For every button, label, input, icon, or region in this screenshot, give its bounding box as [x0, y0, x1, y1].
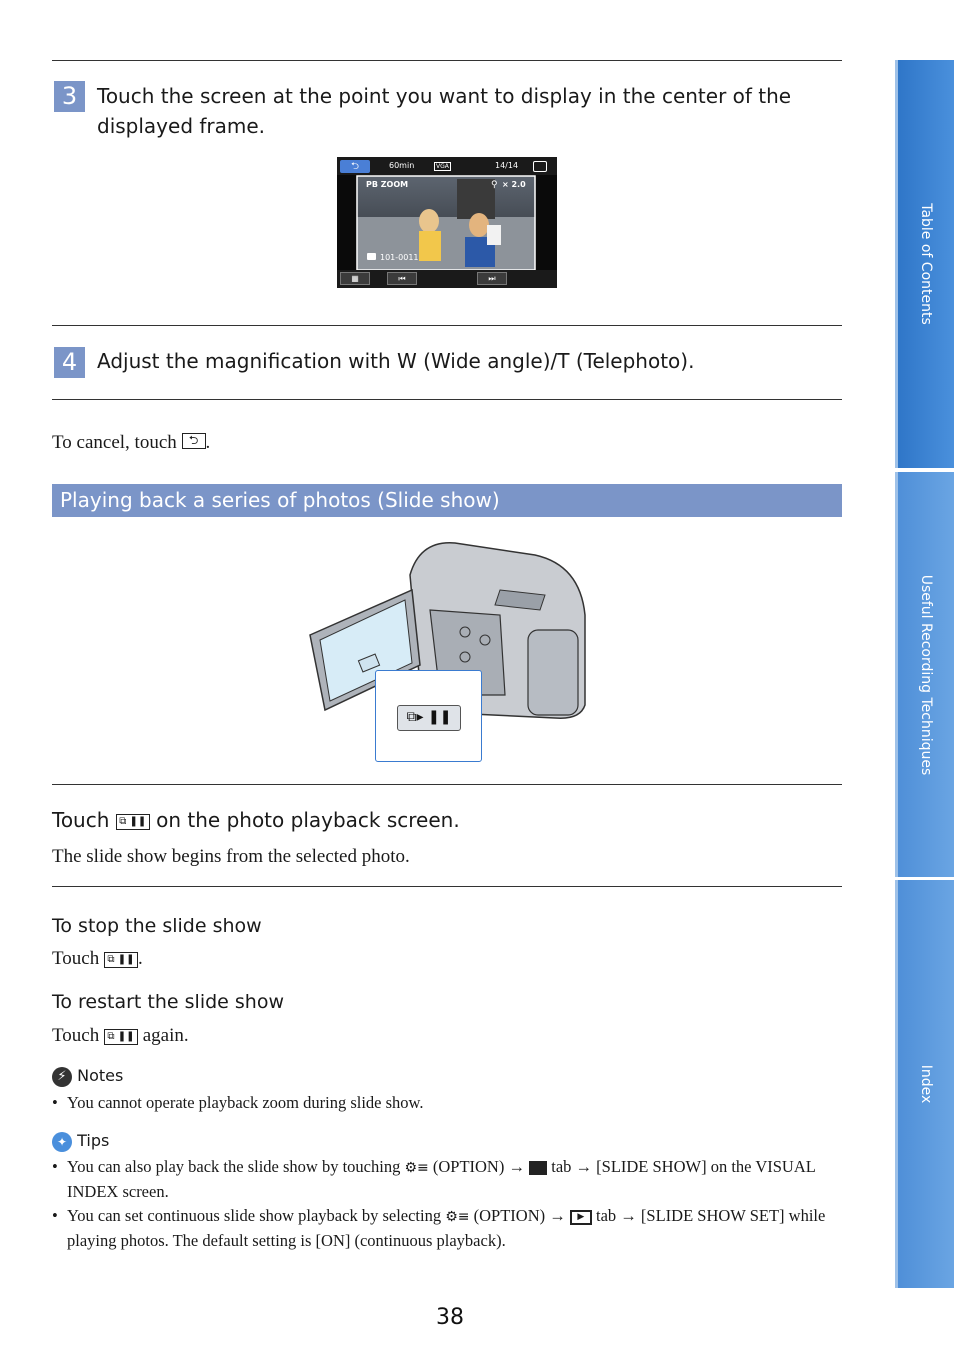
section-heading: Playing back a series of photos (Slide show) — [52, 484, 842, 517]
touch-heading-suffix: on the photo playback screen. — [156, 808, 460, 832]
touch-heading — [52, 808, 460, 832]
notes-label: Notes — [77, 1066, 124, 1085]
mode-label: PB ZOOM — [366, 180, 409, 189]
tab-index[interactable] — [895, 880, 954, 1288]
cancel-text: To cancel, touch — [52, 432, 177, 453]
top-bar — [337, 157, 557, 175]
card-icon — [533, 161, 547, 172]
divider — [52, 784, 842, 785]
restart-instruction — [52, 1025, 189, 1047]
tip-item: • You can also play back the slide show by touching ⚙≡ (OPTION) → tab → [SLIDE SHOW] on the VISUAL INDEX screen. — [52, 1157, 816, 1201]
bottom-bar — [337, 270, 557, 288]
lcd-screenshot — [337, 157, 557, 288]
tab-label: Index — [918, 1064, 934, 1104]
tab-label: Useful Recording Techniques — [918, 574, 934, 775]
tip-text: You can also play back the slide show by touching — [67, 1157, 401, 1176]
file-number: 101-0011 — [380, 253, 419, 262]
restart-suffix: again. — [142, 1025, 189, 1046]
lightbulb-icon: ✦ — [52, 1132, 72, 1152]
stop-prefix: Touch — [52, 948, 100, 969]
slideshow-icon: ⧉ ❚❚ — [116, 814, 150, 830]
note-text: You cannot operate playback zoom during slide show. — [67, 1093, 424, 1112]
divider — [52, 399, 842, 400]
option-icon: ⚙≡ — [445, 1209, 470, 1225]
tip-text: (OPTION) → — [473, 1206, 566, 1225]
tab-label: Table of Contents — [918, 203, 934, 325]
camera-icon — [367, 253, 376, 260]
tip-text: (OPTION) → — [432, 1157, 525, 1176]
lcd-photo — [337, 157, 557, 288]
tab-useful-recording-techniques[interactable] — [895, 472, 954, 877]
divider — [52, 60, 842, 61]
step-text: Adjust the magnification with W (Wide angle)/T (Telephoto). — [97, 349, 695, 373]
back-button[interactable]: ⮌ — [340, 160, 370, 173]
step-text: Touch the screen at the point you want to display in the center of the displayed frame. — [97, 84, 792, 138]
tip-item: • You can set continuous slide show playback by selecting ⚙≡ (OPTION) → ▶ tab → [SLIDE SHOW SET] while playing photos. The default setting is [ON] (continuous playback). — [52, 1206, 826, 1250]
tips-heading — [52, 1131, 109, 1152]
notes-heading — [52, 1066, 123, 1087]
stop-instruction — [52, 948, 143, 970]
cancel-instruction — [52, 432, 210, 454]
touch-heading-prefix: Touch — [52, 808, 110, 832]
cancel-suffix: . — [205, 432, 211, 453]
restart-prefix: Touch — [52, 1025, 100, 1046]
notes-icon: ⚡ — [52, 1067, 72, 1087]
note-item: • You cannot operate playback zoom during slide show. — [52, 1091, 842, 1115]
step-number: 4 — [54, 347, 85, 378]
page-number: 38 — [436, 1305, 464, 1330]
tip-text: You can set continuous slide show playback by selecting — [67, 1206, 442, 1225]
next-button[interactable]: ⏭ — [477, 272, 507, 285]
zoom-level: × 2.0 — [502, 180, 526, 189]
step-number: 3 — [54, 81, 85, 112]
previous-button[interactable]: ⏮ — [387, 272, 417, 285]
touch-description: The slide show begins from the selected photo. — [52, 846, 410, 867]
index-tab-icon — [529, 1161, 547, 1175]
restart-heading: To restart the slide show — [52, 991, 284, 1013]
play-tab-icon: ▶ — [570, 1210, 592, 1225]
tips-label: Tips — [77, 1131, 110, 1150]
return-icon: ⮌ — [182, 433, 206, 449]
magnifier-icon: ⚲ — [491, 179, 498, 189]
format-label: VGA — [436, 163, 449, 170]
photo-counter: 14/14 — [495, 161, 519, 170]
stop-heading: To stop the slide show — [52, 915, 262, 937]
tab-table-of-contents[interactable] — [895, 60, 954, 468]
camcorder-illustration — [300, 535, 600, 770]
divider — [52, 325, 842, 326]
slideshow-icon: ⧉ ❚❚ — [104, 1029, 138, 1045]
divider — [52, 886, 842, 887]
battery-remaining: 60min — [389, 161, 415, 170]
stop-suffix: . — [137, 948, 143, 969]
tip-text: tab → [SLIDE SHOW SET] while playing photos. The default setting is [ON] (continuous playback). — [67, 1206, 826, 1250]
index-button[interactable]: ▦ — [340, 272, 370, 285]
option-icon: ⚙≡ — [404, 1160, 429, 1176]
slideshow-icon: ⧉ ❚❚ — [104, 952, 138, 968]
slideshow-button[interactable]: ⧉▸ ❚❚ — [397, 705, 461, 731]
tip-text: tab → [SLIDE SHOW] on the VISUAL INDEX screen. — [67, 1157, 816, 1201]
